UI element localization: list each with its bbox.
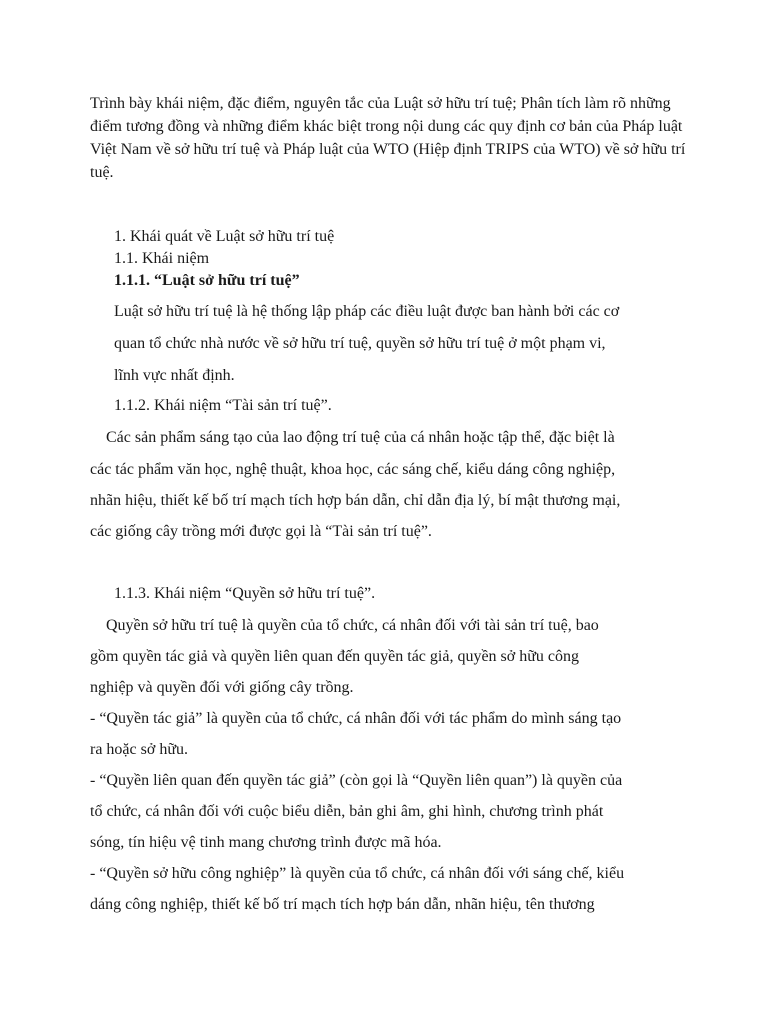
paragraph-line: ra hoặc sở hữu. — [90, 741, 188, 758]
paragraph-line: lĩnh vực nhất định. — [114, 367, 235, 384]
paragraph-line: Luật sở hữu trí tuệ là hệ thống lập pháp các điều luật được ban hành bởi các cơ — [114, 303, 620, 320]
heading-1: 1. Khái quát về Luật sở hữu trí tuệ — [114, 228, 335, 245]
heading-1-1-3: 1.1.3. Khái niệm “Quyền sở hữu trí tuệ”. — [114, 585, 376, 602]
paragraph-line: dáng công nghiệp, thiết kế bố trí mạch tích hợp bán dẫn, nhãn hiệu, tên thương — [90, 896, 595, 913]
paragraph-line: - “Quyền sở hữu công nghiệp” là quyền của tổ chức, cá nhân đối với sáng chế, kiểu — [90, 865, 625, 882]
paragraph-line: tổ chức, cá nhân đối với cuộc biểu diễn, bản ghi âm, ghi hình, chương trình phát — [90, 803, 604, 820]
paragraph-line: nghiệp và quyền đối với giống cây trồng. — [90, 679, 354, 696]
paragraph-line: các tác phẩm văn học, nghệ thuật, khoa học, các sáng chế, kiểu dáng công nghiệp, — [90, 461, 616, 478]
paragraph-line: Các sản phẩm sáng tạo của lao động trí tuệ của cá nhân hoặc tập thể, đặc biệt là — [106, 429, 615, 446]
intro-paragraph: Trình bày khái niệm, đặc điểm, nguyên tắc của Luật sở hữu trí tuệ; Phân tích làm rõ những điểm tương đồng và những điểm khác biệt trong nội dung các quy định cơ bản của Pháp luật Việt Nam về sở hữu trí tuệ và Pháp luật của WTO (Hiệp định TRIPS của WTO) về sở hữu trí tuệ. — [90, 95, 686, 181]
paragraph-line: nhãn hiệu, thiết kế bố trí mạch tích hợp bán dẫn, chỉ dẫn địa lý, bí mật thương mại, — [90, 492, 621, 509]
heading-1-1-1: 1.1.1. “Luật sở hữu trí tuệ” — [114, 272, 300, 289]
heading-1-1-2: 1.1.2. Khái niệm “Tài sản trí tuệ”. — [114, 397, 332, 414]
paragraph-line: Quyền sở hữu trí tuệ là quyền của tổ chức, cá nhân đối với tài sản trí tuệ, bao — [106, 617, 599, 634]
paragraph-line: - “Quyền liên quan đến quyền tác giả” (còn gọi là “Quyền liên quan”) là quyền của — [90, 772, 623, 789]
paragraph-line: gồm quyền tác giả và quyền liên quan đến quyền tác giả, quyền sở hữu công — [90, 648, 579, 665]
paragraph-line: sóng, tín hiệu vệ tinh mang chương trình được mã hóa. — [90, 834, 442, 851]
paragraph-line: các giống cây trồng mới được gọi là “Tài sản trí tuệ”. — [90, 523, 432, 540]
heading-1-1: 1.1. Khái niệm — [114, 250, 210, 267]
paragraph-line: quan tổ chức nhà nước về sở hữu trí tuệ, quyền sở hữu trí tuệ ở một phạm vi, — [114, 335, 606, 352]
paragraph-line: - “Quyền tác giả” là quyền của tổ chức, cá nhân đối với tác phẩm do mình sáng tạo — [90, 710, 622, 727]
